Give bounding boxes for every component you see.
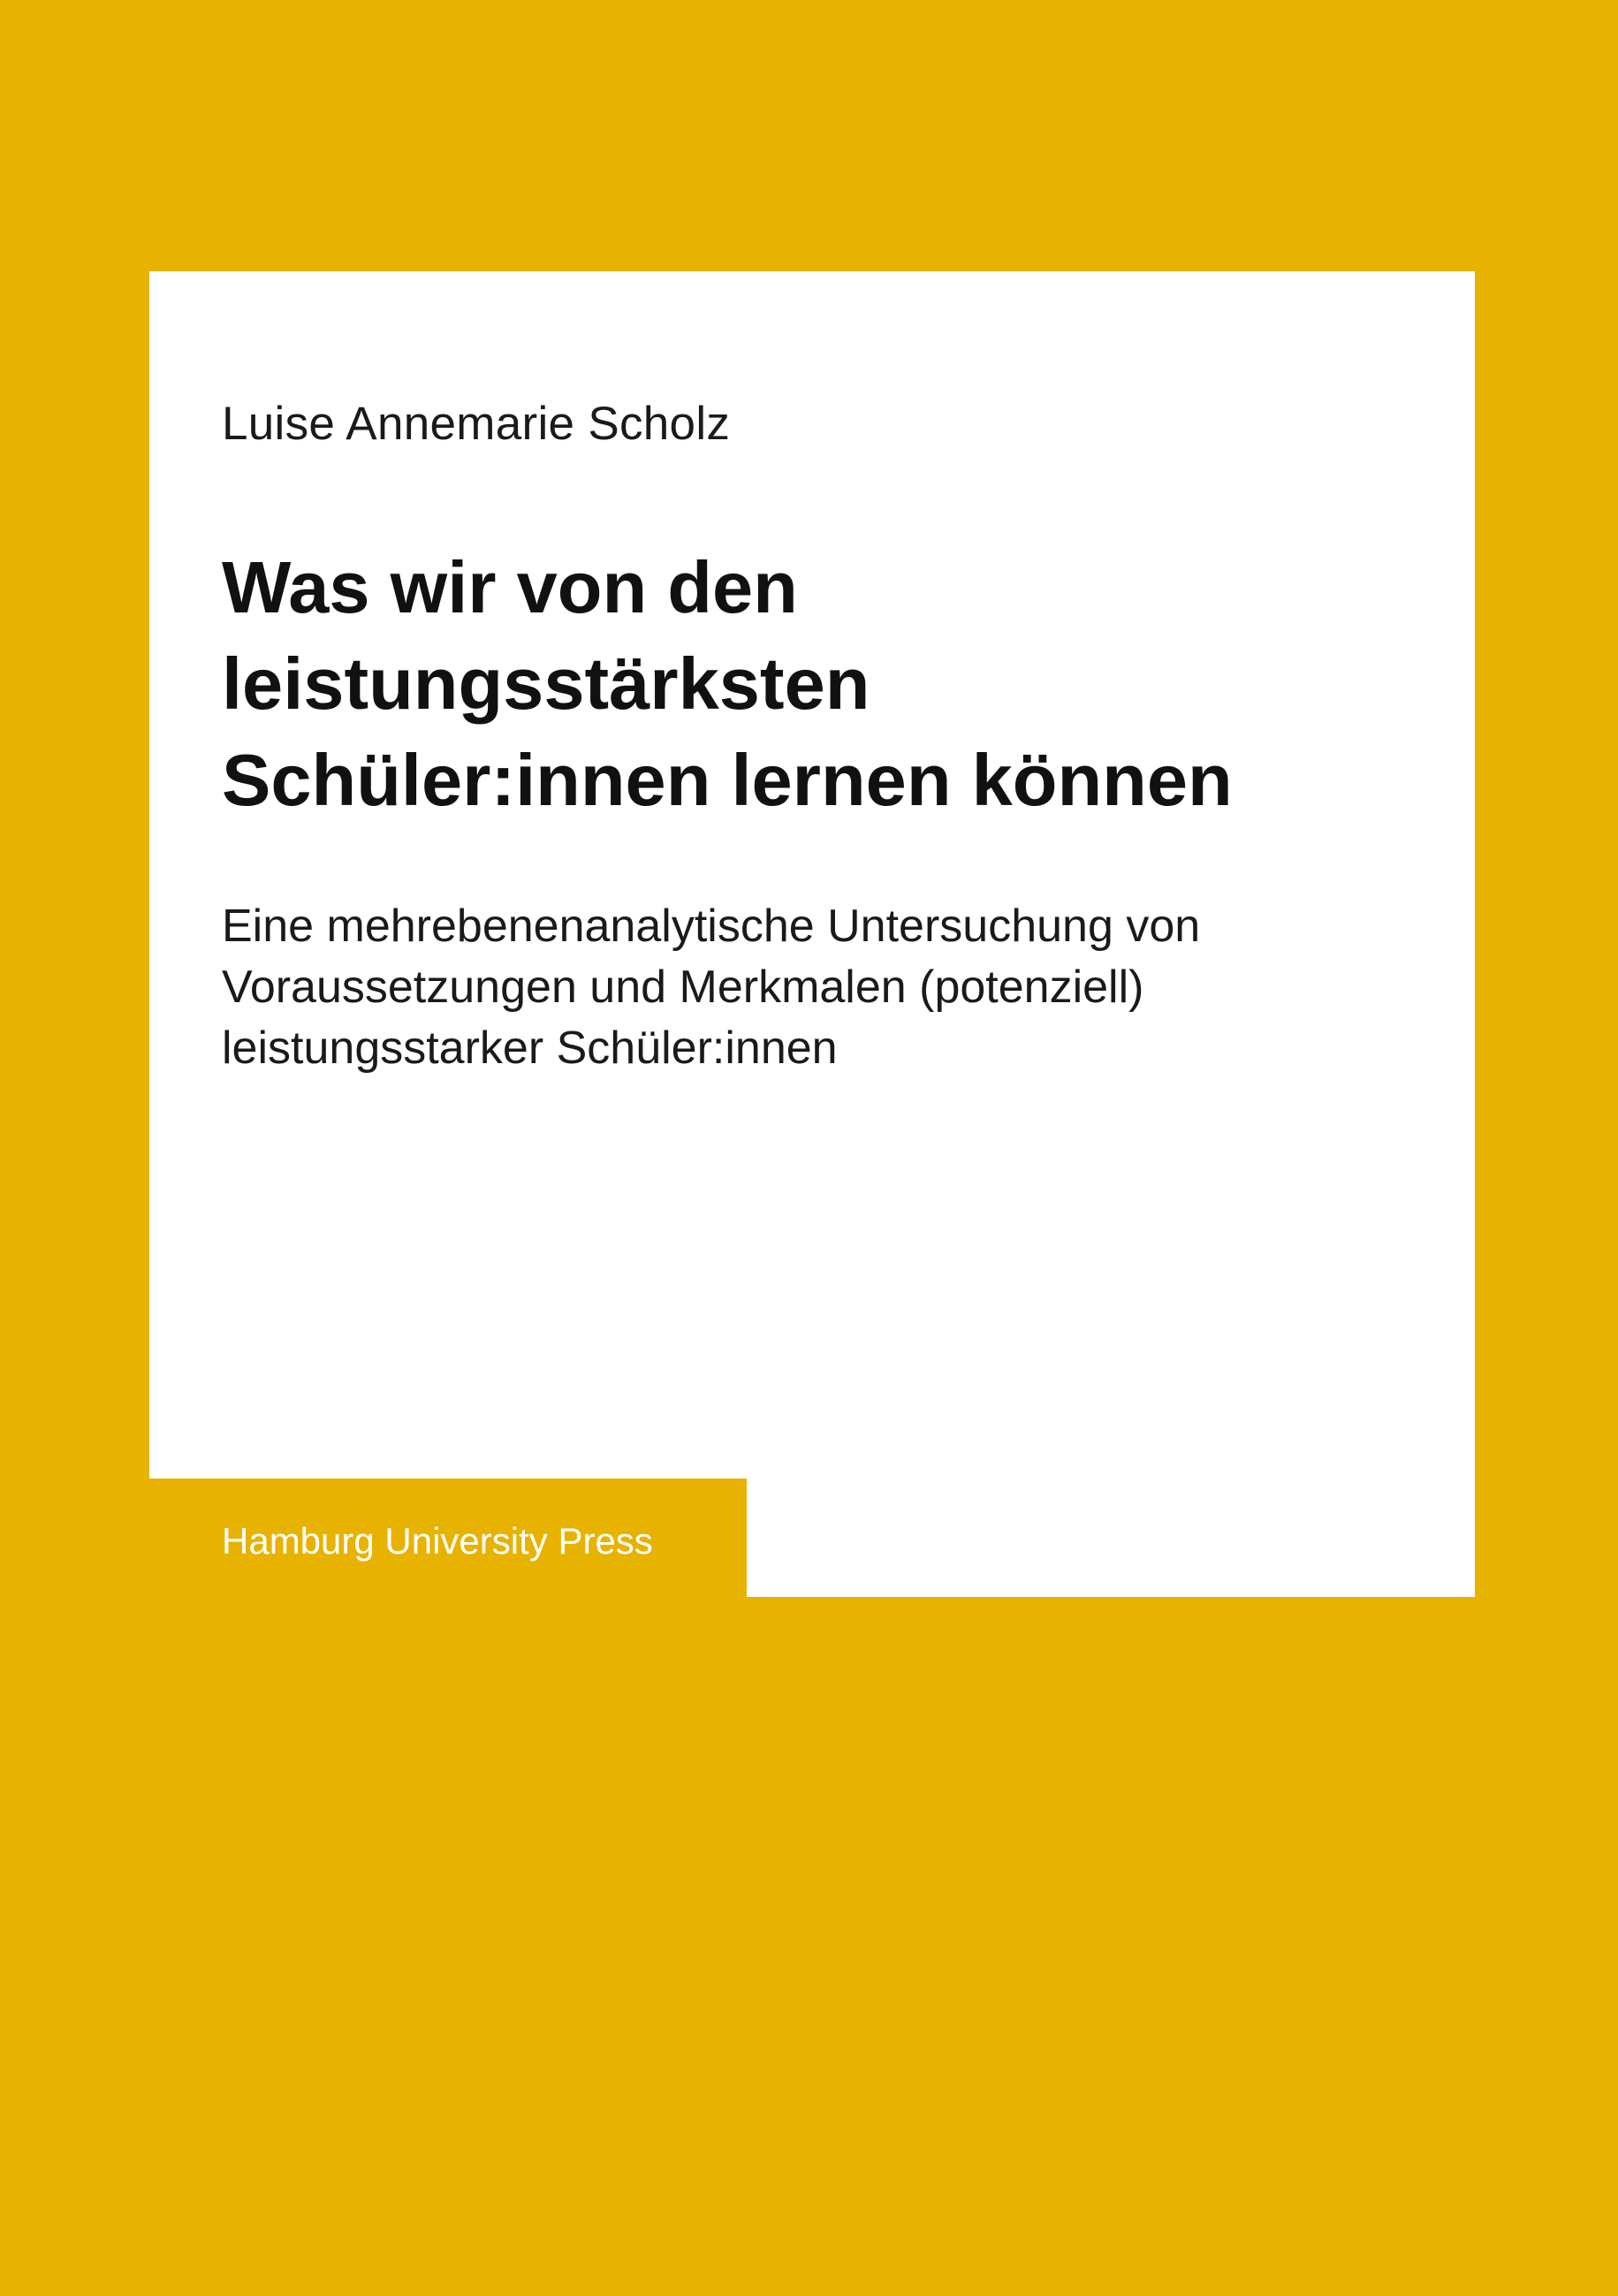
book-subtitle-line: Eine mehrebenenanalytische Untersuchung von [222, 901, 1201, 952]
book-title [222, 539, 1441, 828]
publisher-name: Hamburg University Press [222, 1520, 653, 1562]
book-title-line: Schüler:innen lernen können [222, 739, 1233, 821]
book-subtitle [222, 896, 1441, 1079]
book-subtitle-line: leistungsstarker Schüler:innen [222, 1023, 838, 1074]
book-subtitle-line: Voraussetzungen und Merkmalen (potenziell) [222, 962, 1144, 1013]
book-title-line: leistungsstärksten [222, 642, 870, 725]
author-name: Luise Annemarie Scholz [222, 398, 731, 450]
book-title-line: Was wir von den [222, 546, 798, 628]
